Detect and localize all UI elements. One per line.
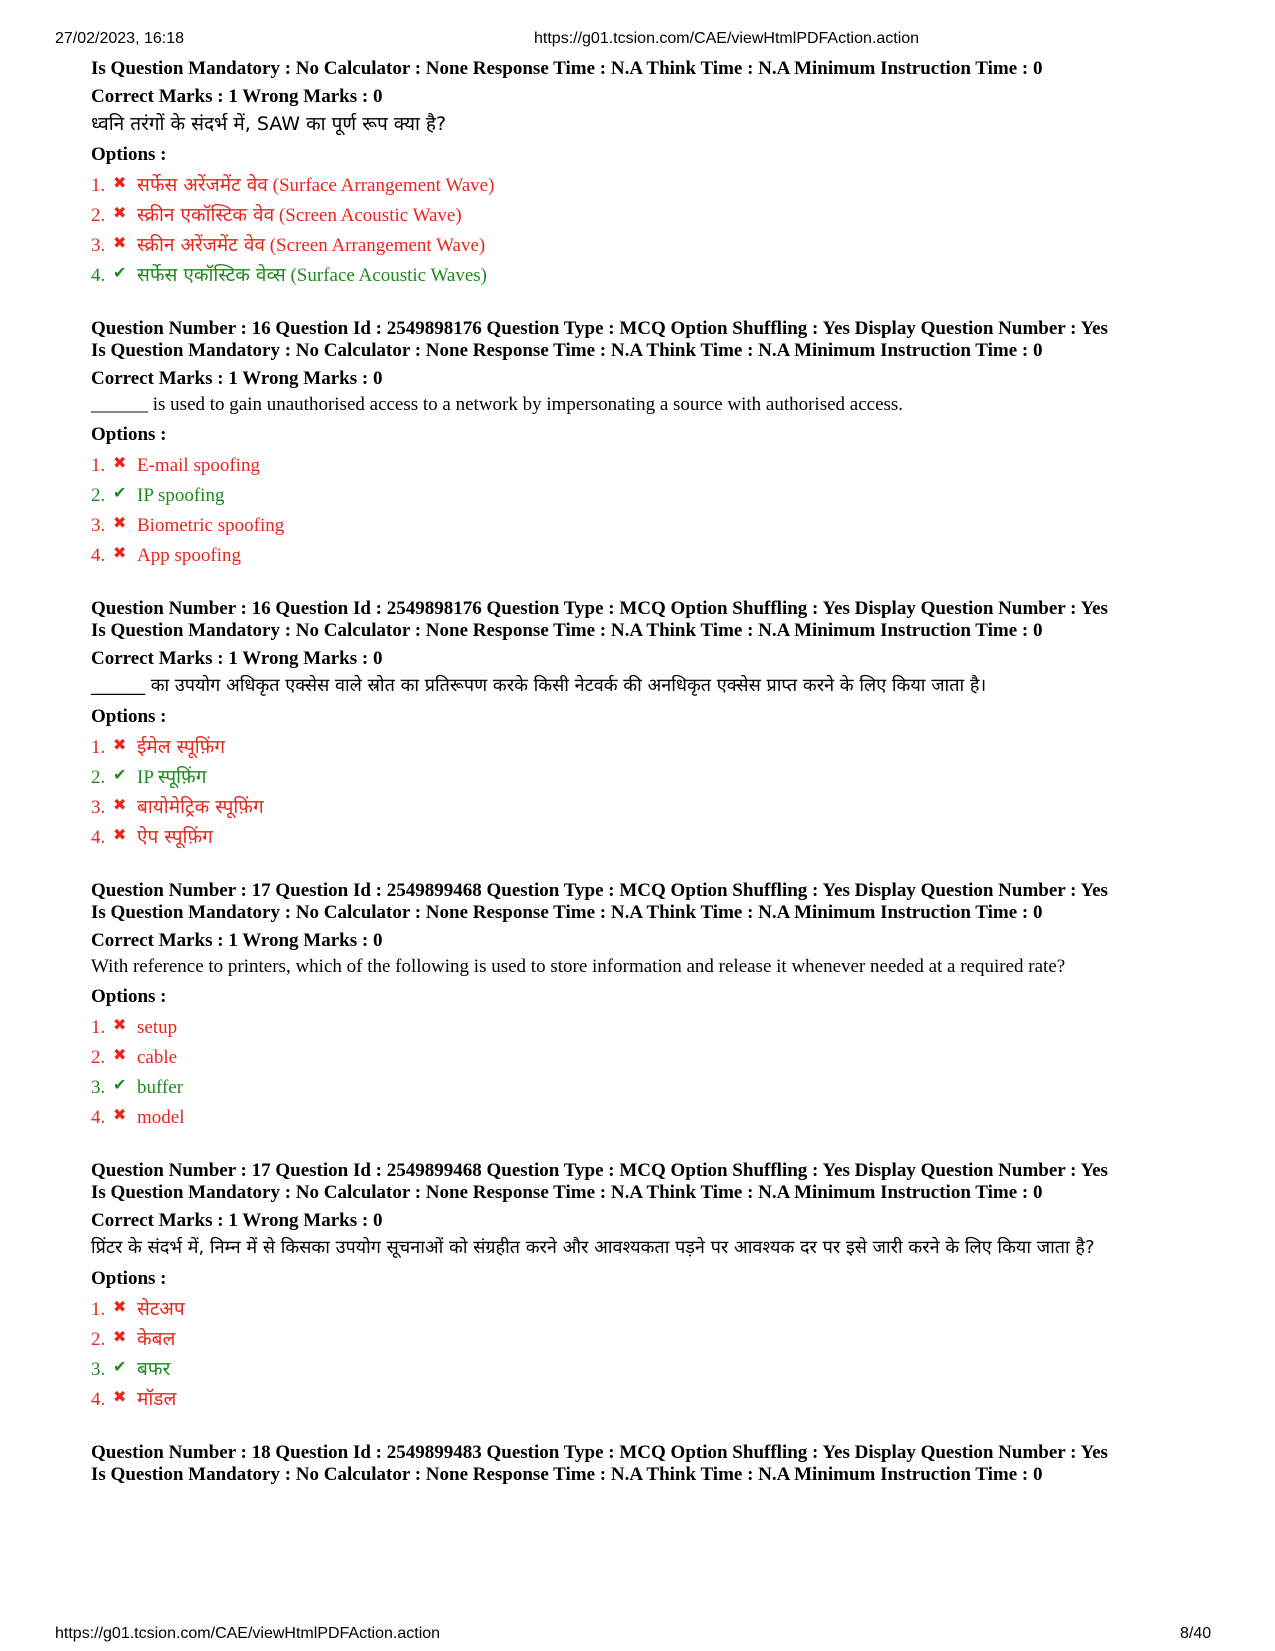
option-item-correct: [91, 760, 1211, 790]
question-meta-line: Question Number : 17 Question Id : 2549899468 Question Type : MCQ Option Shuffling : Yes Display Question Number : Yes: [91, 1160, 1108, 1181]
question-paper: [91, 58, 1211, 1486]
option-number: 2.: [91, 1047, 106, 1068]
question-text: With reference to printers, which of the following is used to store information and release it whenever needed at a required rate?: [91, 956, 1066, 977]
option-item: [91, 1010, 1211, 1040]
option-item: [91, 1382, 1211, 1412]
option-text: IP spoofing: [137, 485, 225, 506]
check-icon: ✔: [113, 483, 127, 502]
option-number: 3.: [91, 235, 106, 256]
cross-icon: ✖: [113, 795, 127, 814]
check-icon: ✔: [113, 1357, 127, 1376]
option-number: 1.: [91, 737, 106, 758]
cross-icon: ✖: [113, 453, 127, 472]
option-item: [91, 508, 1211, 538]
option-number: 2.: [91, 485, 106, 506]
options-label: Options :: [91, 1268, 167, 1289]
question-block-15-hi: [91, 58, 1211, 288]
question-block-17-hi: [91, 1160, 1211, 1412]
option-text-hi: स्क्रीन अरेंजमेंट वेव: [137, 234, 265, 256]
option-text: बायोमेट्रिक स्पूफ़िंग: [137, 796, 264, 818]
options-label: Options :: [91, 424, 167, 445]
option-item: [91, 730, 1211, 760]
option-number: 1.: [91, 455, 106, 476]
question-block-17-en: [91, 880, 1211, 1130]
question-meta-line: Question Number : 16 Question Id : 2549898176 Question Type : MCQ Option Shuffling : Yes Display Question Number : Yes: [91, 598, 1108, 619]
check-icon: ✔: [113, 765, 127, 784]
cross-icon: ✖: [113, 735, 127, 754]
option-item: [91, 228, 1211, 258]
option-text: model: [137, 1107, 185, 1128]
option-text: buffer: [137, 1077, 184, 1098]
option-text: सेटअप: [137, 1298, 185, 1320]
option-text-en: IP: [137, 767, 158, 788]
cross-icon: ✖: [113, 233, 127, 252]
cross-icon: ✖: [113, 203, 127, 222]
question-meta-line: Question Number : 17 Question Id : 2549899468 Question Type : MCQ Option Shuffling : Yes Display Question Number : Yes: [91, 880, 1108, 901]
cross-icon: ✖: [113, 543, 127, 562]
option-item-correct: [91, 258, 1211, 288]
option-text: cable: [137, 1047, 178, 1068]
option-number: 3.: [91, 797, 106, 818]
options-label: Options :: [91, 706, 167, 727]
option-text: ईमेल स्पूफ़िंग: [137, 736, 226, 758]
cross-icon: ✖: [113, 1105, 127, 1124]
option-item: [91, 1292, 1211, 1322]
question-text: प्रिंटर के संदर्भ में, निम्न में से किसका उपयोग सूचनाओं को संग्रहीत करने और आवश्यकता पड़ने पर आवश्यक दर पर इसे जारी करने के लिए किया जाता है?: [91, 1237, 1095, 1258]
cross-icon: ✖: [113, 1327, 127, 1346]
option-text: केबल: [137, 1328, 176, 1350]
option-item: [91, 1322, 1211, 1352]
option-text-en: (Screen Acoustic Wave): [274, 205, 462, 226]
print-header-url: https://g01.tcsion.com/CAE/viewHtmlPDFAction.action: [534, 30, 920, 47]
question-marks: Correct Marks : 1 Wrong Marks : 0: [91, 930, 383, 951]
option-text: setup: [137, 1017, 178, 1038]
question-text: ______ का उपयोग अधिकृत एक्सेस वाले स्रोत का प्रतिरूपण करके किसी नेटवर्क की अनधिकृत एक्सेस प्राप्त करने के लिए किया जाता है।: [91, 675, 987, 696]
option-number: 3.: [91, 1359, 106, 1380]
option-item: [91, 538, 1211, 568]
print-datetime: 27/02/2023, 16:18: [55, 30, 185, 47]
option-number: 4.: [91, 545, 106, 566]
option-item: [91, 1100, 1211, 1130]
question-marks: Correct Marks : 1 Wrong Marks : 0: [91, 86, 383, 107]
option-item: [91, 1040, 1211, 1070]
option-item-correct: [91, 1352, 1211, 1382]
option-number: 3.: [91, 515, 106, 536]
question-block-16-en: [91, 318, 1211, 568]
cross-icon: ✖: [113, 1015, 127, 1034]
question-meta-line: Question Number : 16 Question Id : 2549898176 Question Type : MCQ Option Shuffling : Yes Display Question Number : Yes: [91, 318, 1108, 339]
question-block-16-hi: [91, 598, 1211, 850]
cross-icon: ✖: [113, 173, 127, 192]
option-item: [91, 790, 1211, 820]
check-icon: ✔: [113, 263, 127, 282]
question-text-content: ध्वनि तरंगों के संदर्भ में, SAW का पूर्ण रूप क्या है?: [91, 113, 447, 135]
option-text: ऐप स्पूफ़िंग: [137, 826, 213, 848]
option-number: 1.: [91, 175, 106, 196]
option-item-correct: [91, 1070, 1211, 1100]
question-meta-line: Is Question Mandatory : No Calculator : None Response Time : N.A Think Time : N.A Minimum Instruction Time : 0: [91, 1182, 1043, 1203]
option-item-correct: [91, 478, 1211, 508]
option-text-hi: सर्फेस एकॉस्टिक वेव्स: [137, 264, 286, 286]
options-label: Options :: [91, 986, 167, 1007]
option-text: E-mail spoofing: [137, 455, 260, 476]
question-marks: Correct Marks : 1 Wrong Marks : 0: [91, 368, 383, 389]
option-number: 2.: [91, 205, 106, 226]
option-item: [91, 448, 1211, 478]
question-text: [91, 110, 1211, 138]
option-item: [91, 198, 1211, 228]
option-number: 3.: [91, 1077, 106, 1098]
option-text: Biometric spoofing: [137, 515, 285, 536]
option-number: 4.: [91, 1107, 106, 1128]
option-number: 1.: [91, 1299, 106, 1320]
cross-icon: ✖: [113, 1045, 127, 1064]
option-number: 4.: [91, 827, 106, 848]
question-meta-line: Is Question Mandatory : No Calculator : None Response Time : N.A Think Time : N.A Minimum Instruction Time : 0: [91, 902, 1043, 923]
question-meta-line: Is Question Mandatory : No Calculator : None Response Time : N.A Think Time : N.A Minimum Instruction Time : 0: [91, 340, 1043, 361]
question-marks: Correct Marks : 1 Wrong Marks : 0: [91, 648, 383, 669]
option-text-en: (Surface Acoustic Waves): [285, 265, 487, 286]
option-number: 4.: [91, 265, 106, 286]
option-item: [91, 168, 1211, 198]
option-text: बफर: [137, 1358, 171, 1380]
option-text-hi: स्क्रीन एकॉस्टिक वेव: [137, 204, 275, 226]
page-number: 8/40: [1180, 1625, 1212, 1642]
question-marks: Correct Marks : 1 Wrong Marks : 0: [91, 1210, 383, 1231]
question-text: ______ is used to gain unauthorised access to a network by impersonating a source with authorised access.: [91, 394, 904, 415]
option-text-hi: स्पूफ़िंग: [157, 766, 207, 788]
cross-icon: ✖: [113, 1297, 127, 1316]
option-number: 4.: [91, 1389, 106, 1410]
cross-icon: ✖: [113, 825, 127, 844]
option-item: [91, 820, 1211, 850]
option-number: 1.: [91, 1017, 106, 1038]
options-label: Options :: [91, 144, 167, 165]
option-number: 2.: [91, 767, 106, 788]
option-number: 2.: [91, 1329, 106, 1350]
check-icon: ✔: [113, 1075, 127, 1094]
question-meta-line: Is Question Mandatory : No Calculator : None Response Time : N.A Think Time : N.A Minimum Instruction Time : 0: [91, 58, 1043, 79]
option-text: App spoofing: [137, 545, 241, 566]
option-text-hi: सर्फेस अरेंजमेंट वेव: [137, 174, 268, 196]
question-meta-line: Is Question Mandatory : No Calculator : None Response Time : N.A Think Time : N.A Minimum Instruction Time : 0: [91, 620, 1043, 641]
question-block-18-en: [91, 1442, 1211, 1486]
cross-icon: ✖: [113, 1387, 127, 1406]
question-meta-line: Question Number : 18 Question Id : 2549899483 Question Type : MCQ Option Shuffling : Yes Display Question Number : Yes: [91, 1442, 1108, 1463]
option-text: मॉडल: [137, 1388, 177, 1410]
cross-icon: ✖: [113, 513, 127, 532]
print-footer-url: https://g01.tcsion.com/CAE/viewHtmlPDFAction.action: [55, 1625, 441, 1642]
option-text-en: (Screen Arrangement Wave): [264, 235, 486, 256]
question-meta-line: Is Question Mandatory : No Calculator : None Response Time : N.A Think Time : N.A Minimum Instruction Time : 0: [91, 1464, 1043, 1485]
option-text-en: (Surface Arrangement Wave): [267, 175, 495, 196]
